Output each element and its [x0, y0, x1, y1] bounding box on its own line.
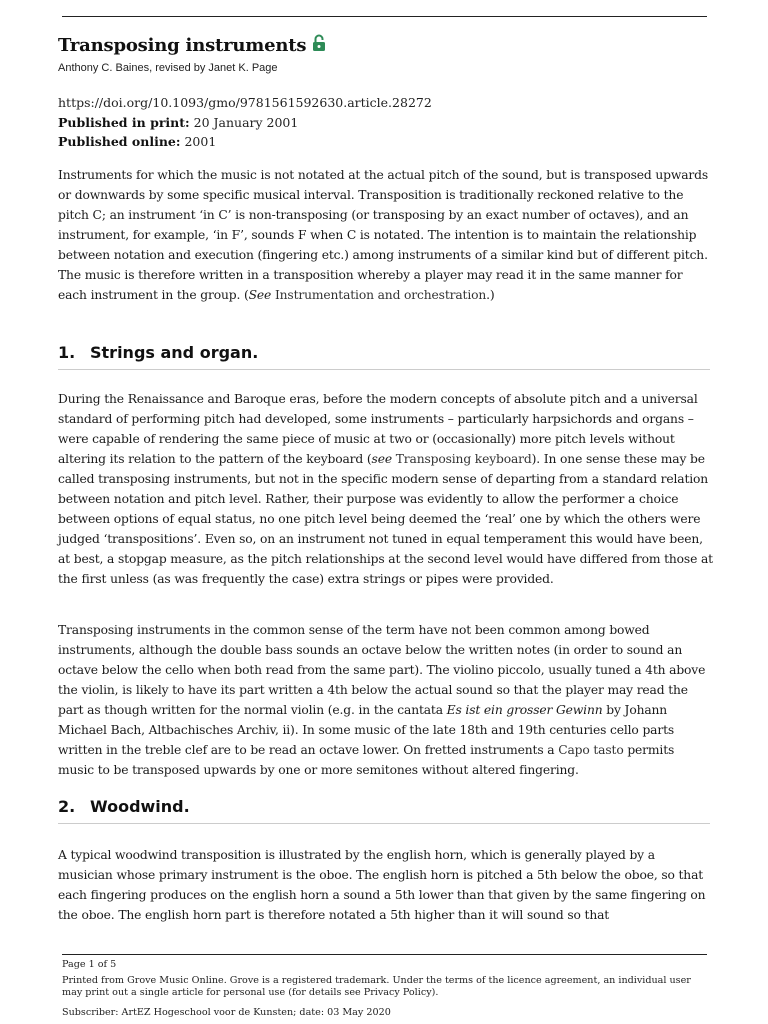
link-capo-tasto[interactable]: Capo tasto	[558, 743, 624, 757]
section-2-paragraph-1: A typical woodwind transposition is illustrated by the english horn, which is generally played by a musician whose primary instrument is the oboe. The english horn is pitched a 5th below the oboe, so that each fingering produces on the english horn a sound a 5th lower than that given by the same fingering on the oboe. The english horn part is therefore notated a 5th higher than it will sound so that	[58, 848, 706, 922]
link-transposing-keyboard[interactable]: Transposing keyboard	[395, 452, 532, 466]
intro-end: .)	[486, 288, 495, 302]
published-online	[58, 134, 216, 149]
intro-paragraph	[58, 165, 713, 305]
page-number: Page 1 of 5	[62, 959, 117, 970]
top-rule	[62, 16, 707, 17]
section-1-paragraph-1	[58, 389, 713, 589]
print-notice: Printed from Grove Music Online. Grove is a registered trademark. Under the terms of the licence agreement, an individual user may print out a single article for personal use (for details see Privacy Policy).	[62, 975, 691, 998]
article-authors: Anthony C. Baines, revised by Janet K. Page	[58, 62, 278, 74]
see-label: see	[371, 452, 392, 466]
published-online-label: Published online:	[58, 134, 181, 149]
cantata-title: Es ist ein grosser Gewinn	[446, 703, 603, 717]
published-online-date: 2001	[184, 134, 217, 149]
section-heading-2	[58, 797, 710, 816]
paragraph-text: ). In one sense these may be called transposing instruments, but not in the specific modern sense of departing from a standard relation between notation and pitch level. Rather, their purpose was evidently to allow the performer a choice between options of equal status, no one pitch level being deemed the ‘real’ one by which the others were judged ‘transpositions’. Even so, on an instrument not tuned in equal temperament this would have been, at best, a stopgap measure, as the pitch relationships at the second level would have differed from those at the first unless (as was frequently the case) extra strings or pipes were provided.	[58, 452, 713, 586]
doi-link[interactable]: https://doi.org/10.1093/gmo/9781561592630.article.28272	[58, 95, 432, 110]
open-lock-icon[interactable]	[312, 34, 326, 52]
intro-text: Instruments for which the music is not notated at the actual pitch of the sound, but is transposed upwards or downwards by some specific musical interval. Transposition is traditionally reckoned relative to the pitch C; an instrument ‘in C’ is non-transposing (or transposing by an exact number of octaves), and an instrument, for example, ‘in F’, sounds F when C is notated. The intention is to maintain the relationship between notation and execution (fingering etc.) among instruments of a similar kind but of different pitch. The music is therefore written in a transposition whereby a player may read it in the same manner for each instrument in the group. (	[58, 168, 708, 302]
paragraph-text: permits music to be transposed upwards by one or more semitones without altered fingering.	[58, 743, 675, 777]
bottom-rule	[62, 954, 707, 955]
section-number: 1.	[58, 343, 76, 362]
section-title: Strings and organ.	[90, 343, 259, 362]
section-rule	[58, 823, 710, 824]
link-instrumentation-orchestration[interactable]: Instrumentation and orchestration	[274, 288, 487, 302]
see-label: See	[248, 288, 272, 302]
section-number: 2.	[58, 797, 76, 816]
section-1-paragraph-2	[58, 620, 713, 780]
published-print	[58, 115, 298, 130]
paragraph-text: During the Renaissance and Baroque eras, before the modern concepts of absolute pitch and a universal standard of performing pitch had developed, some instruments – particularly harpsichords and organs – were capable of rendering the same piece of music at two or (occasionally) more pitch levels without altering its relation to the pattern of the keyboard (	[58, 392, 698, 466]
subscriber-line: Subscriber: ArtEZ Hogeschool voor de Kunsten; date: 03 May 2020	[62, 1007, 391, 1018]
section-heading-1	[58, 343, 710, 362]
section-rule	[58, 369, 710, 370]
published-print-date: 20 January 2001	[193, 115, 299, 130]
published-print-label: Published in print:	[58, 115, 190, 130]
section-title: Woodwind.	[90, 797, 190, 816]
title-row	[58, 35, 326, 56]
article-title: Transposing instruments	[58, 35, 307, 56]
paragraph-text: by Johann Michael Bach, Altbachisches Archiv, ii). In some music of the late 18th and 19th centuries cello parts written in the treble clef are to be read an octave lower. On fretted instruments a	[58, 703, 675, 757]
paragraph-text: Transposing instruments in the common sense of the term have not been common among bowed instruments, although the double bass sounds an octave below the written notes (in order to sound an octave below the cello when both read from the same part). The violino piccolo, usually tuned a 4th above the violin, is likely to have its part written a 4th below the actual sound so that the player may read the part as though written for the normal violin (e.g. in the cantata	[58, 623, 706, 717]
